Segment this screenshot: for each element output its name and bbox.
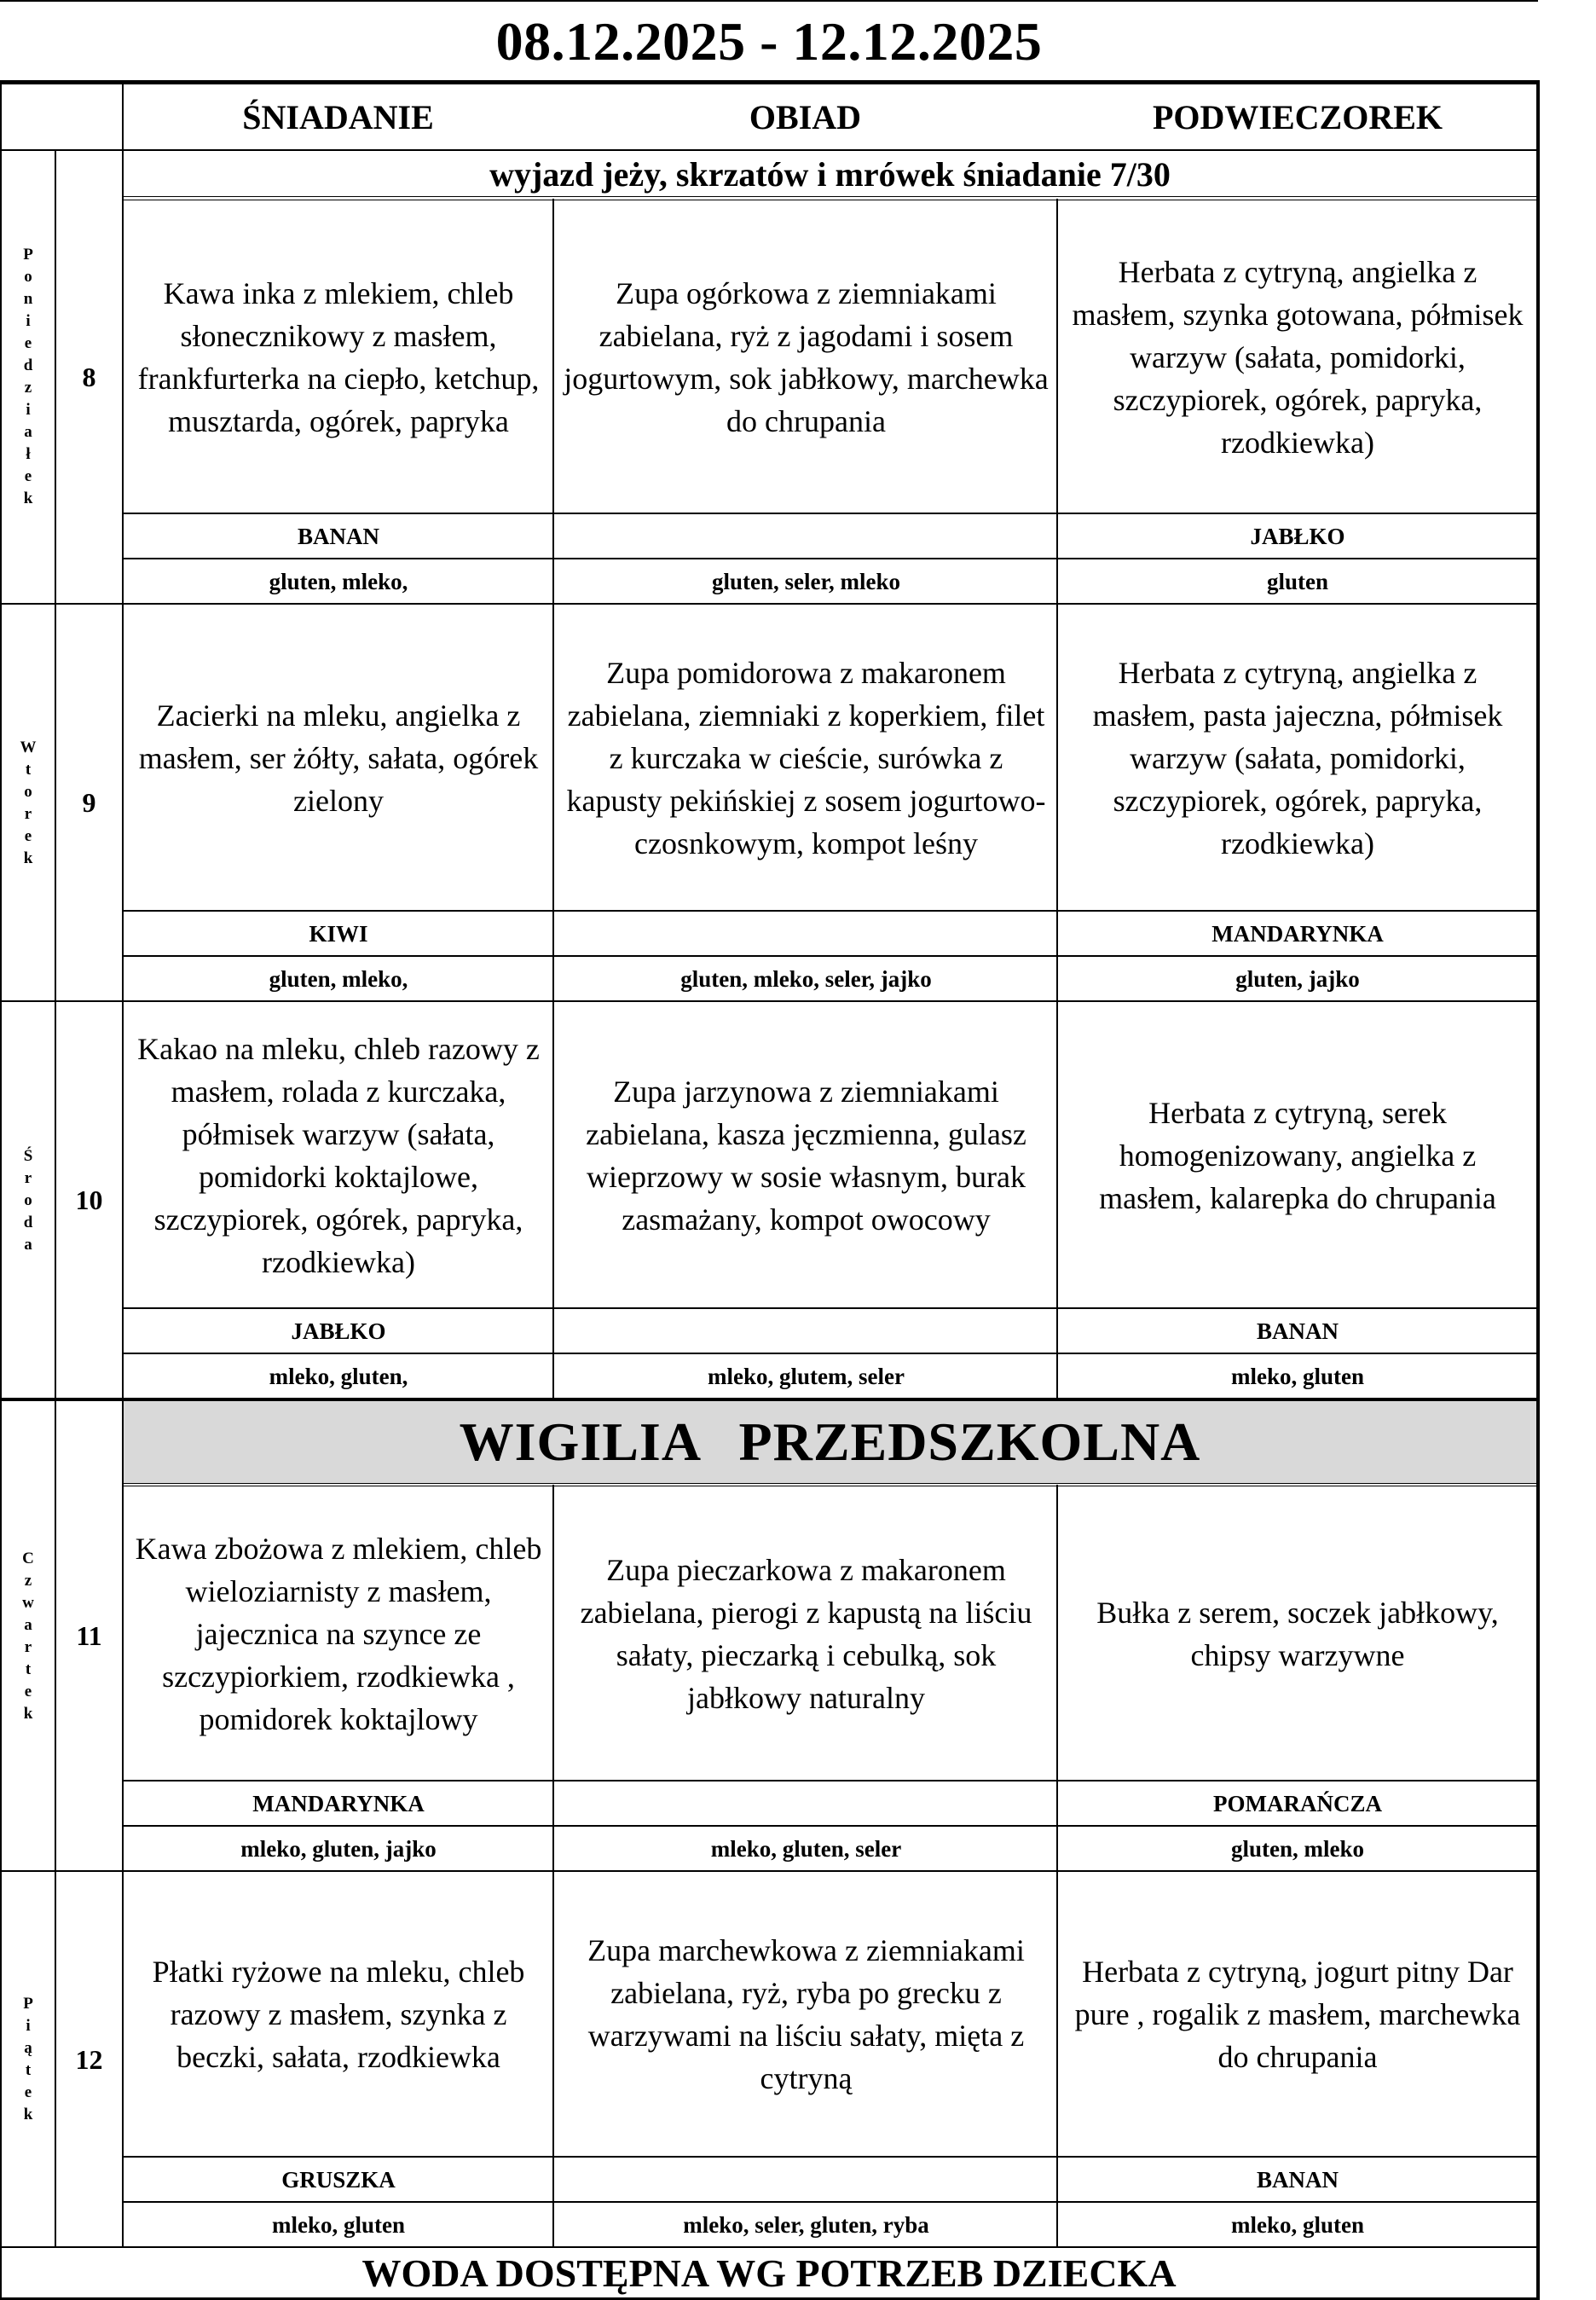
rule	[552, 199, 554, 604]
day-letter: P	[23, 246, 33, 264]
meal-snack: Herbata z cytryną, angielka z masłem, szynka gotowana, półmisek warzyw (sałata, pomidorki, szczypiorek, ogórek, papryka, rzodkiewka)	[1072, 254, 1524, 460]
day-letter: r	[24, 1637, 32, 1656]
column-header-snack: PODWIECZOREK	[1152, 98, 1443, 136]
fruit-lunch	[555, 514, 1057, 559]
allergens-breakfast: mleko, gluten, jajko	[240, 1835, 437, 1862]
fruit-lunch	[555, 2158, 1057, 2202]
day-number: 8	[82, 361, 96, 392]
fruit-snack: MANDARYNKA	[1211, 920, 1384, 947]
day-letter: i	[26, 312, 31, 330]
meal-breakfast: Zacierki na mleku, angielka z masłem, ser żółty, sałata, ogórek zielony	[138, 698, 539, 818]
fruit-breakfast: GRUSZKA	[281, 2166, 396, 2193]
fruit-breakfast: KIWI	[309, 920, 368, 947]
fruit-snack: BANAN	[1256, 2166, 1339, 2193]
day-letter: k	[23, 2106, 33, 2123]
rule	[1056, 1001, 1058, 1399]
day-letter: i	[26, 401, 31, 419]
allergens-lunch: gluten, seler, mleko	[712, 568, 900, 594]
day-number: 10	[75, 1185, 103, 1215]
day-letter: o	[24, 1191, 32, 1209]
day-letter: e	[24, 334, 32, 352]
meal-snack: Herbata z cytryną, angielka z masłem, pasta jajeczna, półmisek warzyw (sałata, pomidorki, szczypiorek, ogórek, papryka, rzodkiewka)	[1092, 655, 1503, 860]
meal-snack: Herbata z cytryną, serek homogenizowany, angielka z masłem, kalarepka do chrupania	[1099, 1095, 1496, 1215]
day-letter: w	[22, 1593, 34, 1612]
meal-snack: Bułka z serem, soczek jabłkowy, chipsy warzywne	[1096, 1595, 1499, 1672]
fruit-lunch	[555, 912, 1057, 956]
fruit-breakfast: MANDARYNKA	[252, 1790, 425, 1816]
column-header-breakfast: ŚNIADANIE	[242, 98, 434, 136]
allergens-snack: gluten	[1266, 568, 1328, 594]
water-note: WODA DOSTĘPNA WG POTRZEB DZIECKA	[361, 2251, 1177, 2295]
rule	[124, 1483, 1536, 1484]
rule	[1056, 199, 1058, 604]
day-name-vertical	[2, 1401, 55, 1871]
right-border	[1536, 80, 1540, 2300]
day-letter: r	[24, 804, 32, 823]
meal-lunch: Zupa pieczarkowa z makaronem zabielana, pierogi z kapustą na liściu sałaty, pieczarką i cebulką, sok jabłkowy naturalny	[580, 1552, 1032, 1715]
meal-breakfast: Kakao na mleku, chleb razowy z masłem, rolada z kurczaka, półmisek warzyw (sałata, pomidorki koktajlowe, szczypiorek, ogórek, papryka, rzodkiewka)	[137, 1031, 540, 1279]
day-letter: a	[24, 423, 32, 441]
meal-lunch: Zupa jarzynowa z ziemniakami zabielana, kasza jęczmienna, gulasz wieprzowy w sosie własnym, burak zasmażany, kompot owocowy	[586, 1074, 1026, 1237]
day-letter: ą	[24, 2039, 32, 2057]
rule	[552, 1485, 554, 1871]
day-letter: W	[20, 738, 37, 756]
day-number: 12	[75, 2043, 103, 2075]
day-letter: t	[25, 1660, 32, 1678]
allergens-snack: mleko, gluten	[1230, 1363, 1364, 1389]
rule	[1056, 1871, 1058, 2247]
allergens-lunch: gluten, mleko, seler, jajko	[680, 965, 932, 992]
day-letter: a	[24, 1235, 32, 1254]
day-letter: n	[23, 290, 33, 308]
day-letter: k	[23, 490, 33, 507]
fruit-snack: JABŁKO	[1250, 523, 1345, 549]
allergens-snack: gluten, jajko	[1235, 965, 1360, 992]
day-letter: t	[25, 2061, 32, 2079]
meal-lunch: Zupa pomidorowa z makaronem zabielana, ziemniaki z koperkiem, filet z kurczaka w cieście, surówka z kapusty pekińskiej z sosem jogurtowo-czosnkowym, kompot leśny	[566, 655, 1046, 860]
day-letter: e	[24, 2083, 32, 2101]
day-letter: e	[24, 826, 32, 845]
rule	[1056, 1485, 1058, 1871]
day-letter: k	[23, 1704, 33, 1723]
rule	[552, 1871, 554, 2247]
allergens-lunch: mleko, glutem, seler	[708, 1363, 905, 1389]
day-letter: P	[23, 1995, 33, 2013]
day-letter: t	[25, 760, 32, 779]
allergens-snack: gluten, mleko	[1230, 1835, 1364, 1862]
fruit-snack: POMARAŃCZA	[1213, 1790, 1382, 1816]
rule	[552, 604, 554, 1001]
rule	[552, 1001, 554, 1399]
wigilia-banner: WIGILIA PRZEDSZKOLNA	[124, 1401, 1536, 1483]
meal-breakfast: Kawa inka z mlekiem, chleb słonecznikowy z masłem, frankfurterka na ciepło, ketchup, musztarda, ogórek, papryka	[137, 275, 540, 438]
day-number: 9	[82, 787, 96, 818]
day-number: 11	[76, 1620, 102, 1651]
day-letter: d	[23, 356, 33, 374]
day-letter: z	[24, 1571, 32, 1590]
day-name-vertical	[2, 605, 55, 1001]
allergens-breakfast: gluten, mleko,	[269, 965, 408, 992]
page-title: 08.12.2025 - 12.12.2025	[495, 11, 1043, 72]
meal-lunch: Zupa ogórkowa z ziemniakami zabielana, ryż z jagodami i sosem jogurtowym, sok jabłkowy, marchewka do chrupania	[564, 275, 1049, 438]
day-letter: z	[24, 379, 32, 397]
meal-snack: Herbata z cytryną, jogurt pitny Dar pure , rogalik z masłem, marchewka do chrupania	[1074, 1955, 1521, 2074]
day-name-vertical	[2, 150, 55, 604]
meal-lunch: Zupa marchewkowa z ziemniakami zabielana, ryż, ryba po grecku z warzywami na liściu sałaty, mięta z cytryną	[587, 1933, 1025, 2095]
fruit-snack: BANAN	[1256, 1318, 1339, 1344]
day-letter: k	[23, 849, 33, 867]
day-letter: a	[24, 1615, 32, 1634]
allergens-lunch: mleko, seler, gluten, ryba	[683, 2211, 929, 2238]
allergens-breakfast: mleko, gluten	[271, 2211, 405, 2238]
day-letter: e	[24, 467, 32, 485]
rule	[124, 196, 1536, 197]
day-letter: C	[22, 1549, 34, 1567]
day-note: wyjazd jeży, skrzatów i mrówek śniadanie 7/30	[489, 154, 1171, 194]
fruit-breakfast: BANAN	[297, 523, 379, 549]
fruit-lunch	[555, 1309, 1057, 1353]
day-letter: e	[24, 1682, 32, 1700]
allergens-lunch: mleko, gluten, seler	[710, 1835, 902, 1862]
meal-breakfast: Płatki ryżowe na mleku, chleb razowy z masłem, szynka z beczki, sałata, rzodkiewka	[152, 1955, 525, 2074]
meal-breakfast: Kawa zbożowa z mlekiem, chleb wieloziarnisty z masłem, jajecznica na szynce ze szczypiorkiem, rzodkiewka , pomidorek koktajlowy	[135, 1531, 542, 1736]
rule	[1056, 604, 1058, 1001]
allergens-snack: mleko, gluten	[1230, 2211, 1364, 2238]
day-name-vertical	[2, 1002, 55, 1399]
allergens-breakfast: mleko, gluten,	[269, 1363, 408, 1389]
day-letter: r	[24, 1168, 32, 1187]
day-letter: ł	[26, 445, 31, 463]
column-header-lunch: OBIAD	[749, 98, 862, 136]
day-letter: i	[26, 2017, 31, 2035]
allergens-breakfast: gluten, mleko,	[269, 568, 408, 594]
fruit-lunch	[555, 1781, 1057, 1826]
day-letter: d	[23, 1213, 33, 1231]
day-letter: o	[24, 268, 32, 286]
day-name-vertical	[2, 1872, 55, 2247]
corner-cell	[0, 84, 123, 150]
fruit-breakfast: JABŁKO	[291, 1318, 386, 1344]
day-letter: o	[24, 782, 32, 801]
day-letter: Ś	[23, 1146, 33, 1165]
